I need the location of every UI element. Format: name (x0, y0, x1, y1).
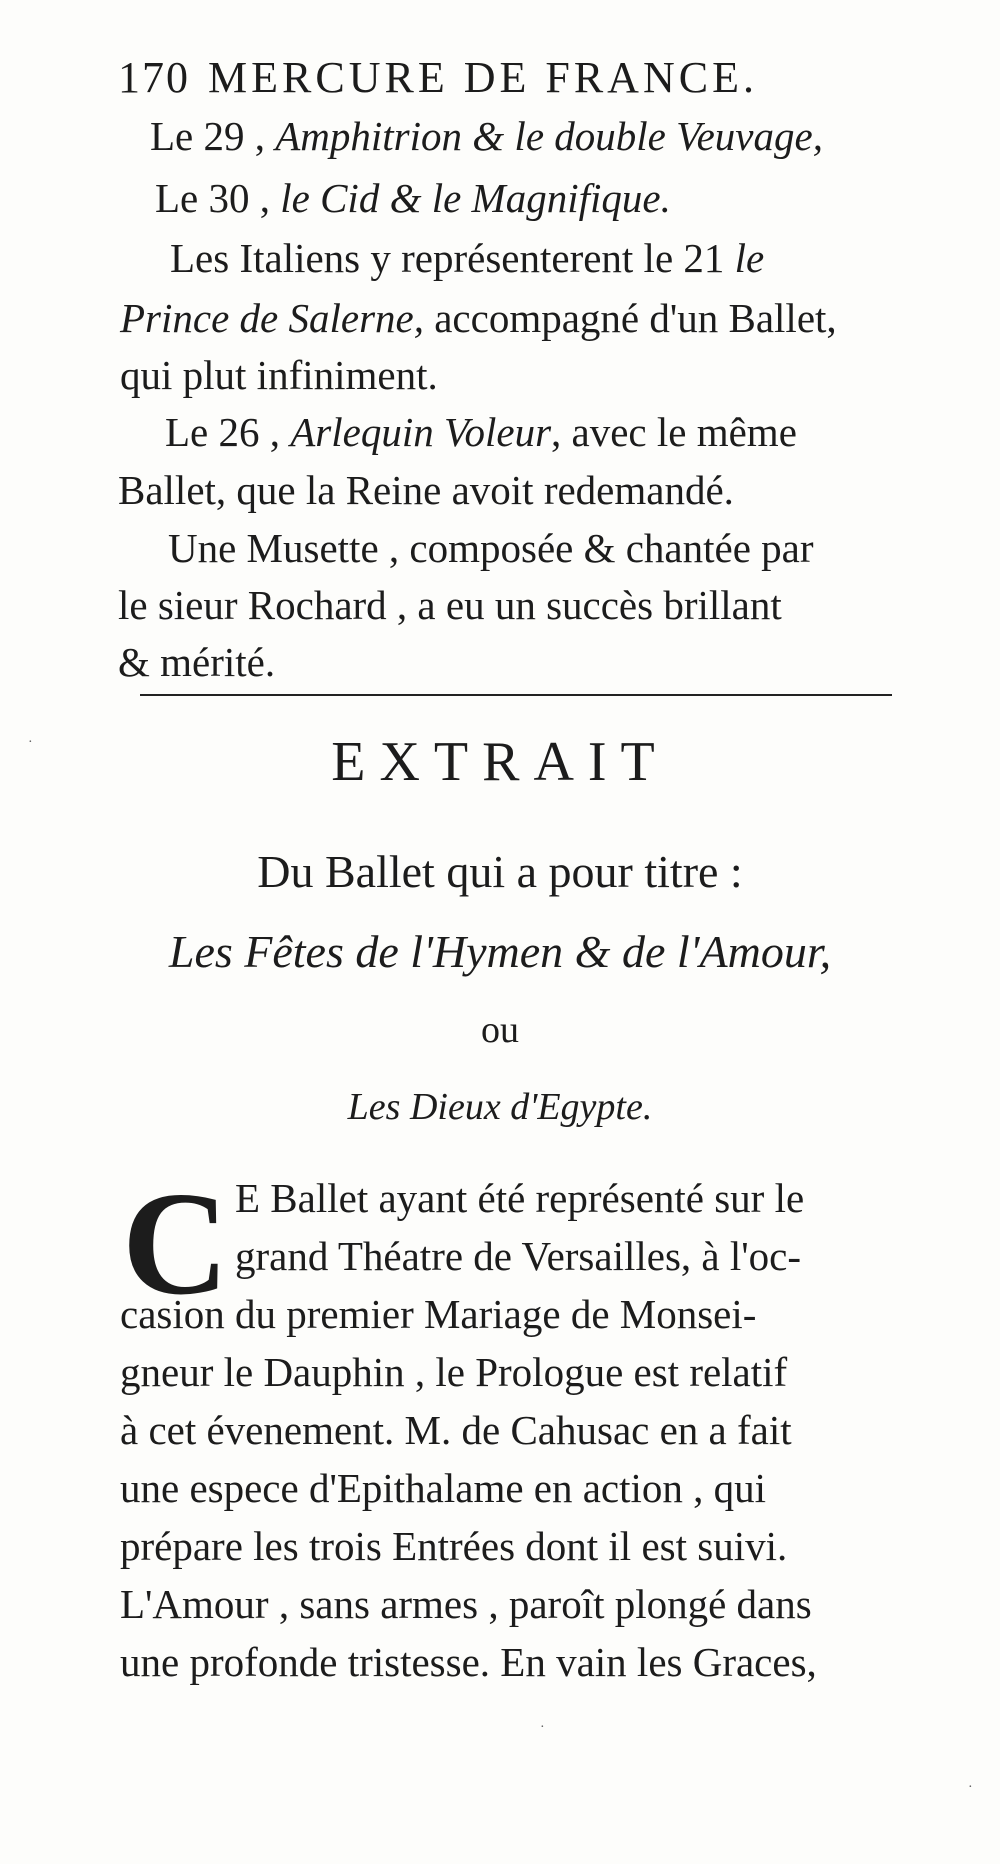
section-divider (140, 694, 892, 696)
body-line: grand Théatre de Versailles, à l'oc- (235, 1233, 801, 1279)
body-line: gneur le Dauphin , le Prologue est relatif (120, 1349, 788, 1395)
body-line: une profonde tristesse. En vain les Graces, (120, 1639, 817, 1685)
body-line: une espece d'Epithalame en action , qui (120, 1465, 767, 1511)
drop-cap: C (122, 1162, 229, 1326)
ink-speck: · (28, 735, 33, 750)
paragraph-line: qui plut infiniment. (120, 352, 438, 398)
extract-heading: EXTRAIT (331, 731, 669, 793)
extract-subtitle: Du Ballet qui a pour titre : (257, 846, 743, 897)
body-line: L'Amour , sans armes , paroît plongé dans (120, 1581, 812, 1627)
ballet-title: Les Fêtes de l'Hymen & de l'Amour, (168, 926, 832, 977)
paragraph-line: & mérité. (118, 639, 276, 685)
paragraph-line: Ballet, que la Reine avoit redemandé. (118, 467, 734, 513)
paragraph-line: Prince de Salerne, accompagné d'un Ballet, (120, 295, 837, 341)
paragraph-line: Le 29 , Amphitrion & le double Veuvage, (150, 113, 823, 159)
paragraph-line: Les Italiens y représenterent le 21 le (170, 235, 765, 281)
ink-speck: · (540, 1720, 545, 1735)
title-connector: ou (481, 1009, 519, 1051)
journal-title: MERCURE DE FRANCE. (208, 53, 758, 102)
page-number: 170 (118, 53, 190, 102)
paragraph-line: le sieur Rochard , a eu un succès brillant (118, 582, 782, 628)
ink-speck: · (968, 1780, 973, 1795)
paragraph-line: Une Musette , composée & chantée par (168, 525, 814, 571)
body-line: prépare les trois Entrées dont il est suivi. (120, 1523, 788, 1569)
body-line: casion du premier Mariage de Monsei- (120, 1291, 757, 1337)
alternate-title: Les Dieux d'Egypte. (347, 1086, 653, 1128)
paragraph-line: Le 30 , le Cid & le Magnifique. (155, 175, 671, 221)
body-line: E Ballet ayant été représenté sur le (235, 1175, 805, 1221)
page-header (118, 52, 758, 103)
body-line: à cet évenement. M. de Cahusac en a fait (120, 1407, 792, 1453)
paragraph-line: Le 26 , Arlequin Voleur, avec le même (165, 409, 797, 455)
